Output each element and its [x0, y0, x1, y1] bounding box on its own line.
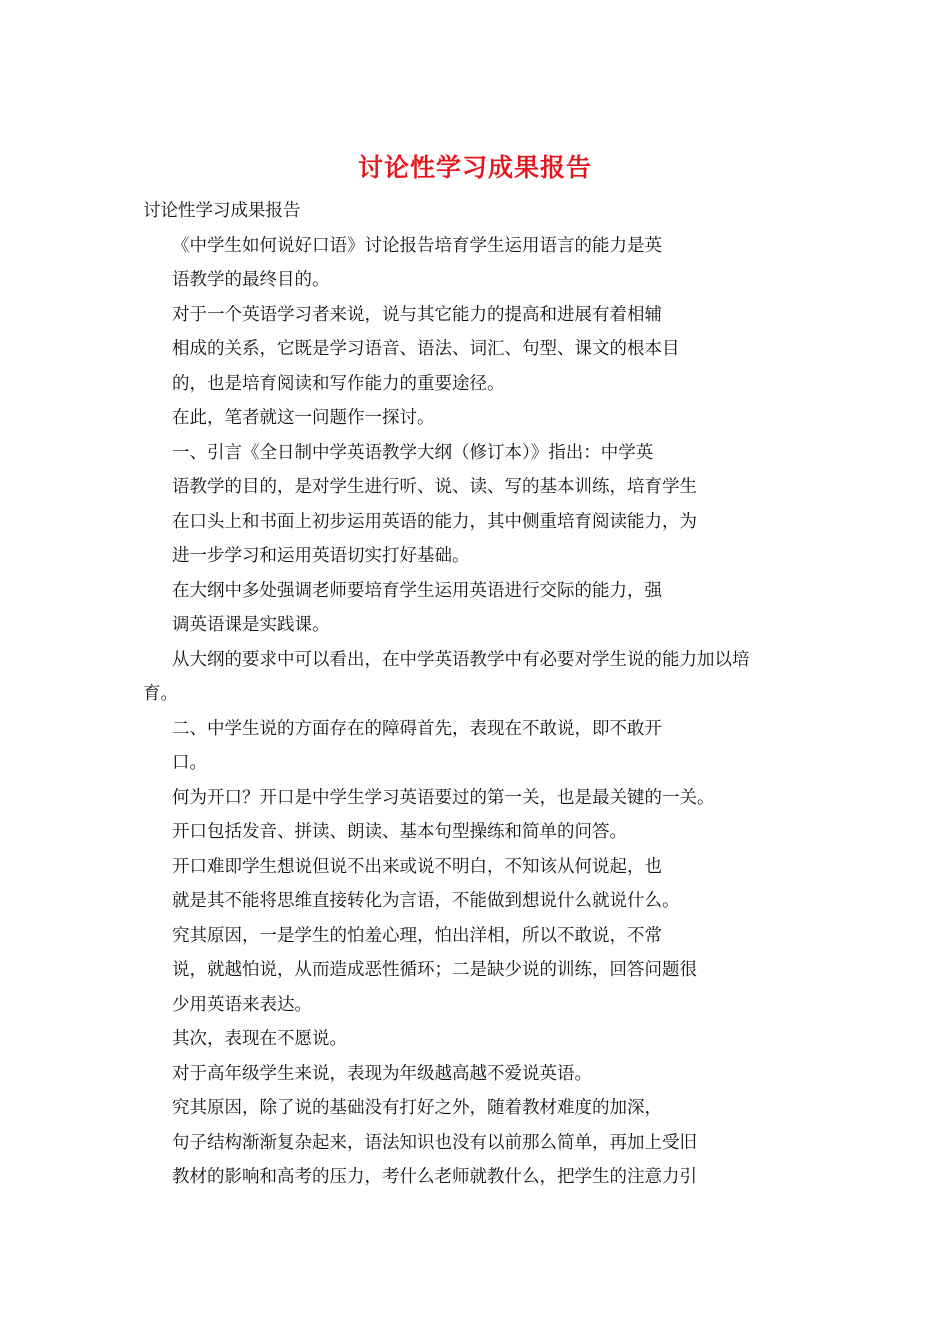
paragraph-line: 相成的关系，它既是学习语音、语法、词汇、句型、课文的根本目: [172, 339, 680, 359]
paragraph-line: 在此，笔者就这一问题作一探讨。: [172, 408, 435, 428]
paragraph-line: 口。: [172, 753, 207, 773]
paragraph-line: 进一步学习和运用英语切实打好基础。: [172, 546, 470, 566]
paragraph-line: 讨论性学习成果报告: [143, 201, 301, 221]
paragraph-line: 《中学生如何说好口语》讨论报告培育学生运用语言的能力是英: [172, 235, 662, 256]
document-body: [143, 194, 823, 1195]
document-title: 讨论性学习成果报告: [357, 153, 592, 182]
paragraph-line: 在大纲中多处强调老师要培育学生运用英语进行交际的能力，强: [172, 580, 662, 601]
paragraph-line: 开口难即学生想说但说不出来或说不明白，不知该从何说起，也: [172, 856, 662, 877]
paragraph-line: 少用英语来表达。: [172, 994, 312, 1015]
paragraph-line: 从大纲的要求中可以看出，在中学英语教学中有必要对学生说的能力加以培: [172, 649, 750, 670]
paragraph-line: 究其原因，一是学生的怕羞心理，怕出洋相，所以不敢说，不常: [172, 925, 662, 946]
paragraph-line: 在口头上和书面上初步运用英语的能力，其中侧重培育阅读能力，为: [172, 511, 697, 532]
paragraph-line: 句子结构渐渐复杂起来，语法知识也没有以前那么简单，再加上受旧: [172, 1132, 697, 1153]
paragraph-line: 育。: [143, 684, 178, 704]
paragraph-line: 调英语课是实践课。: [172, 615, 330, 635]
paragraph-line: 其次，表现在不愿说。: [172, 1029, 347, 1049]
paragraph-line: 说，就越怕说，从而造成恶性循环；二是缺少说的训练，回答问题很: [172, 960, 697, 980]
paragraph-line: 究其原因，除了说的基础没有打好之外，随着教材难度的加深，: [172, 1098, 662, 1118]
paragraph-line: 的，也是培育阅读和写作能力的重要途径。: [172, 373, 505, 394]
paragraph-line: 开口包括发音、拼读、朗读、基本句型操练和简单的问答。: [172, 822, 627, 842]
paragraph-line: 一、引言《全日制中学英语教学大纲（修订本）》指出：中学英: [172, 442, 654, 463]
paragraph-line: 就是其不能将思维直接转化为言语，不能做到想说什么就说什么。: [172, 891, 680, 911]
paragraph-line: 语教学的最终目的。: [172, 270, 330, 290]
paragraph-line: 何为开口？开口是中学生学习英语要过的第一关，也是最关键的一关。: [172, 787, 715, 808]
paragraph-line: 对于一个英语学习者来说，说与其它能力的提高和进展有着相辅: [172, 304, 662, 325]
paragraph-line: 教材的影响和高考的压力，考什么老师就教什么，把学生的注意力引: [172, 1167, 697, 1187]
paragraph-line: 语教学的目的，是对学生进行听、说、读、写的基本训练，培育学生: [172, 477, 697, 497]
paragraph-line: 二、中学生说的方面存在的障碍首先，表现在不敢说，即不敢开: [172, 718, 662, 739]
paragraph-line: 对于高年级学生来说，表现为年级越高越不爱说英语。: [172, 1063, 592, 1084]
